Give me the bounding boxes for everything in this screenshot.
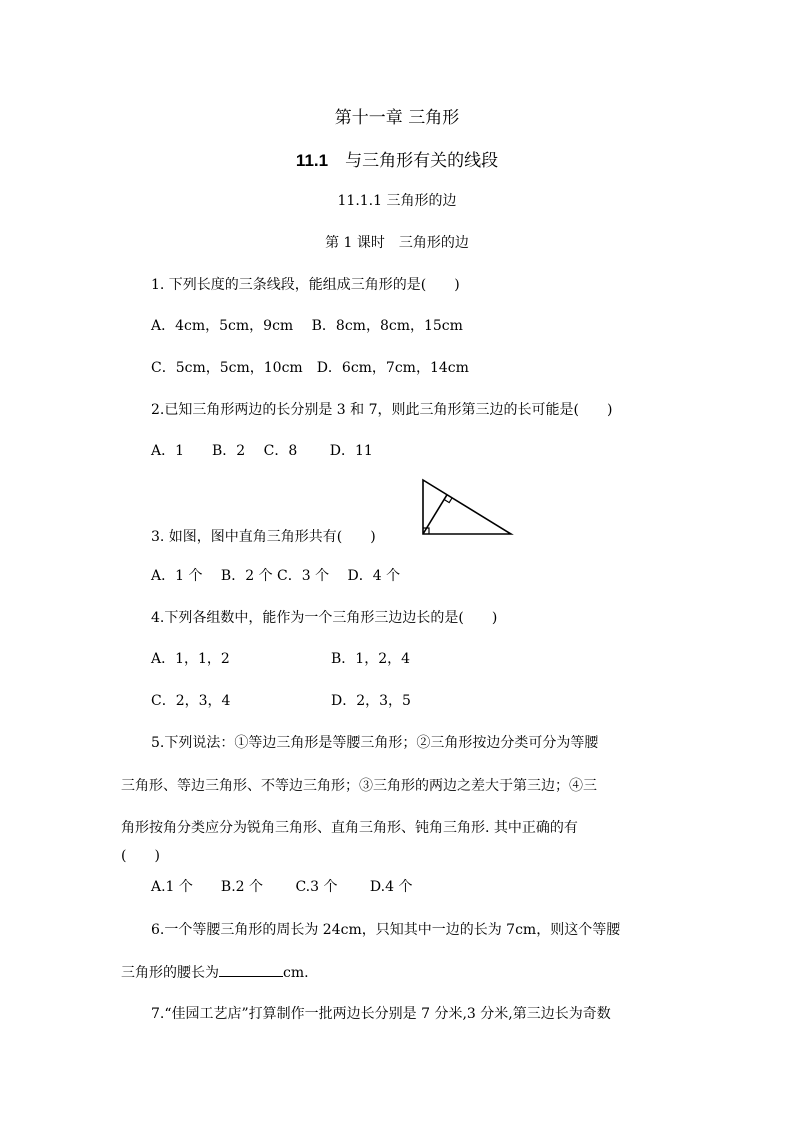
q6-line-2 bbox=[121, 962, 309, 983]
q5-line-1: 5.下列说法：①等边三角形是等腰三角形；②三角形按边分类可分为等腰 bbox=[151, 735, 599, 751]
q5-answer-paren: ( ) bbox=[121, 848, 160, 864]
q5-line-2: 三角形、等边三角形、不等边三角形；③三角形的两边之差大于第三边；④三 bbox=[121, 778, 597, 794]
q2-options: A．1 B．2 C．8 D．11 bbox=[151, 443, 373, 459]
q3-options: A．1 个 B．2 个 C．3 个 D．4 个 bbox=[151, 568, 401, 584]
q5-line-3: 角形按角分类应分为锐角三角形、直角三角形、钝角三角形. 其中正确的有 bbox=[121, 820, 578, 836]
q1-options-ab: A．4cm，5cm，9cm B．8cm，8cm，15cm bbox=[151, 318, 463, 334]
q2-stem: 2.已知三角形两边的长分别是 3 和 7，则此三角形第三边的长可能是( ) bbox=[151, 402, 613, 418]
q3-stem: 3. 如图，图中直角三角形共有( ) bbox=[151, 529, 376, 545]
q4-stem: 4.下列各组数中，能作为一个三角形三边边长的是( ) bbox=[151, 610, 498, 626]
q4-option-b: B．1，2，4 bbox=[331, 651, 411, 667]
section-title bbox=[0, 151, 794, 171]
q1-stem: 1. 下列长度的三条线段，能组成三角形的是( ) bbox=[151, 277, 460, 293]
q6-line-2-suffix: cm. bbox=[283, 965, 309, 981]
q1-options-cd: C．5cm，5cm，10cm D．6cm，7cm，14cm bbox=[151, 360, 469, 376]
q4-option-c: C．2，3，4 bbox=[151, 693, 231, 709]
q6-answer-blank[interactable] bbox=[219, 962, 283, 977]
section-name: 与三角形有关的线段 bbox=[345, 151, 499, 171]
q4-option-d: D．2，3，5 bbox=[331, 693, 411, 709]
section-number: 11.1 bbox=[295, 151, 329, 170]
q5-options: A.1 个 B.2 个 C.3 个 D.4 个 bbox=[151, 879, 413, 895]
right-triangle-figure bbox=[418, 476, 518, 540]
q7-line-1: 7.“佳园工艺店”打算制作一批两边长分别是 7 分米,3 分米,第三边长为奇数 bbox=[151, 1006, 611, 1022]
lesson-title: 第 1 课时 三角形的边 bbox=[325, 235, 469, 251]
subsection-title: 11.1.1 三角形的边 bbox=[337, 193, 457, 209]
q6-line-1: 6.一个等腰三角形的周长为 24cm，只知其中一边的长为 7cm，则这个等腰 bbox=[151, 922, 621, 938]
q6-line-2-prefix: 三角形的腰长为 bbox=[121, 965, 219, 981]
q4-option-a: A．1，1，2 bbox=[151, 651, 230, 667]
chapter-title: 第十一章 三角形 bbox=[334, 108, 460, 128]
outer-triangle bbox=[423, 480, 511, 534]
